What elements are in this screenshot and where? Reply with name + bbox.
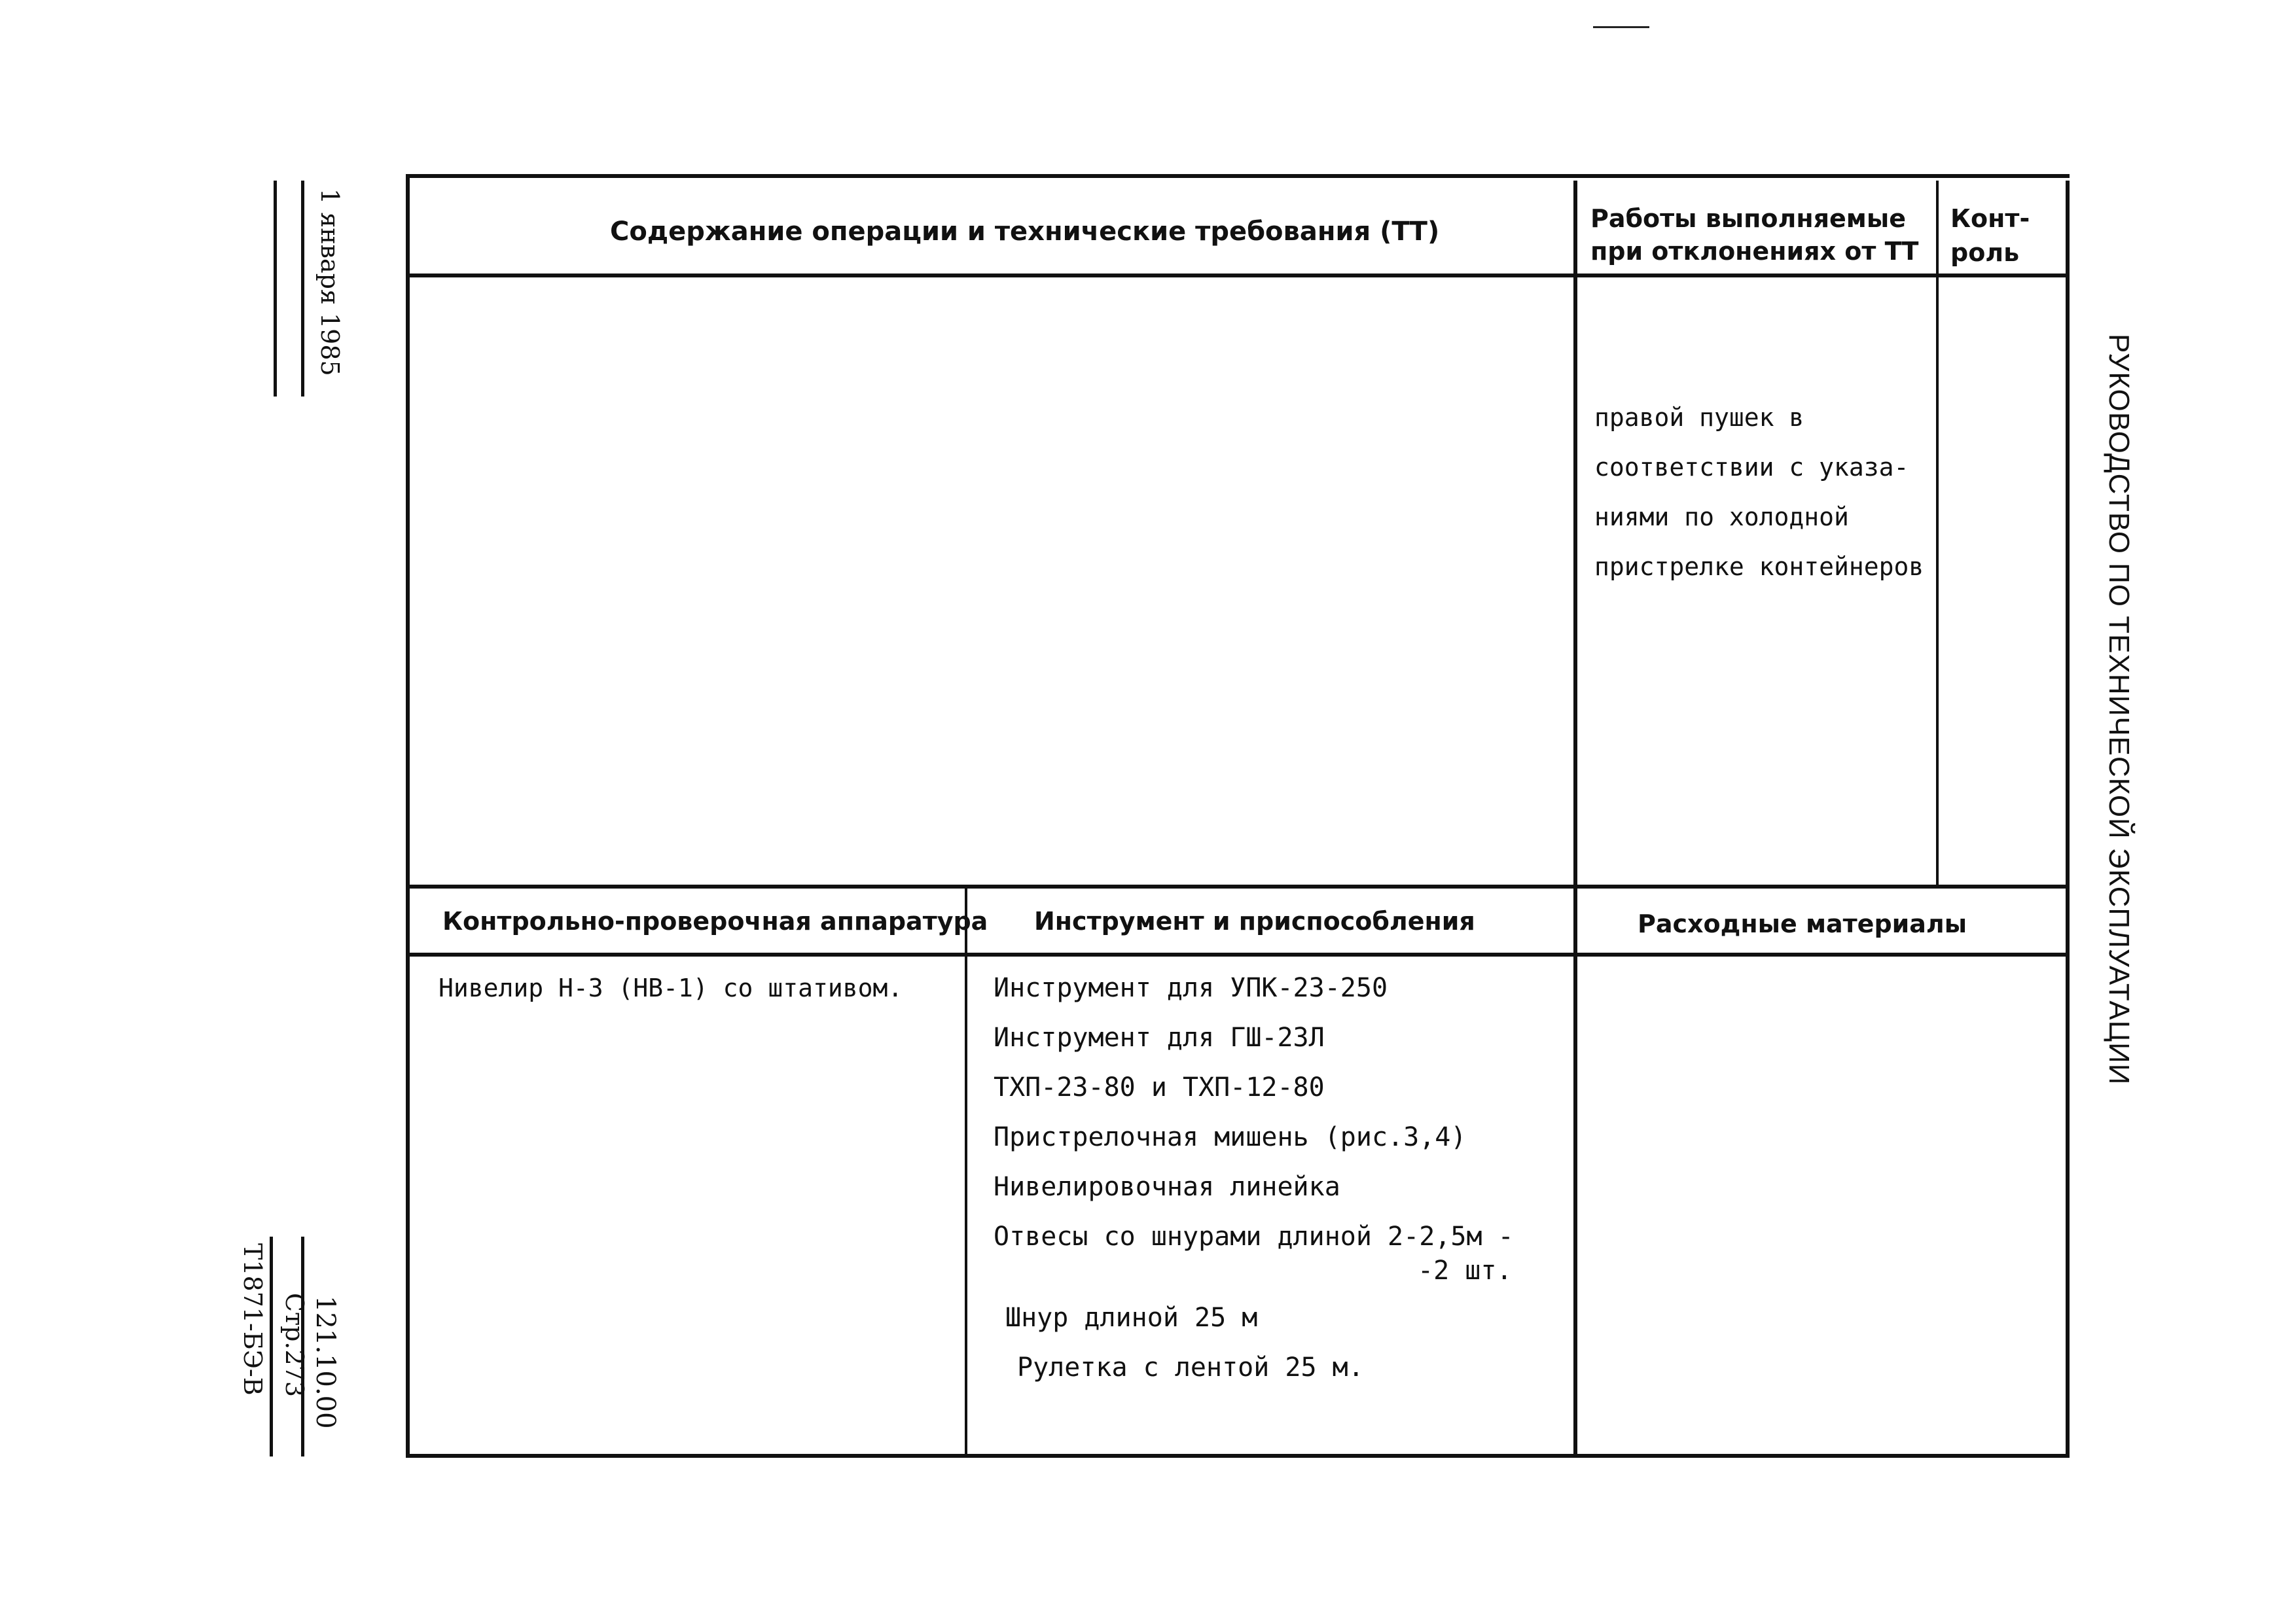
tool-item: Пристрелочная мишень (рис.3,4) [994, 1122, 1467, 1152]
top-dash [1593, 26, 1649, 28]
tool-item: ТХП-23-80 и ТХП-12-80 [994, 1072, 1325, 1103]
date-bar-2 [301, 181, 304, 397]
header-operation: Содержание операции и технические требования (ТТ) [610, 217, 1440, 247]
deviation-line: правой пушек в [1594, 403, 1804, 432]
tool-item: Шнур длиной 25 м [1005, 1303, 1258, 1333]
code-bar-1 [270, 1237, 273, 1456]
tool-item: Рулетка с лентой 25 м. [1017, 1352, 1364, 1383]
divider-apparatus-tools [965, 886, 967, 1454]
header-control-line2: роль [1950, 238, 2020, 267]
tool-item: Инструмент для УПК-23-250 [994, 973, 1388, 1003]
side-page: Стр.273 [280, 1293, 309, 1398]
apparatus-text: Нивелир Н-3 (НВ-1) со штативом. [439, 974, 903, 1002]
tools-list [994, 963, 1514, 1262]
footer-header-tools: Инструмент и приспособления [1034, 907, 1475, 936]
tool-item: Нивелировочная линейка [994, 1172, 1340, 1202]
manual-title: РУКОВОДСТВО ПО ТЕХНИЧЕСКОЙ ЭКСПЛУАТАЦИИ [2103, 334, 2135, 1086]
deviation-line: ниями по холодной [1594, 503, 1849, 531]
deviation-text [1594, 393, 1924, 591]
body-bottom-border [406, 885, 2070, 889]
table-bottom-border [406, 1454, 2070, 1458]
table-right-border [2066, 181, 2070, 1458]
footer-header-materials: Расходные материалы [1638, 909, 1967, 938]
table-top-border [406, 174, 2070, 178]
header-control-line1: Конт- [1950, 204, 2030, 233]
table-left-border [406, 174, 410, 1458]
footer-header-bottom-border [406, 953, 2070, 957]
tool-item-continuation: -2 шт. [1418, 1256, 1513, 1286]
side-doc-number: 121.10.00 [310, 1296, 340, 1429]
deviation-line: соответствии с указа- [1594, 453, 1909, 482]
tool-item: Инструмент для ГШ-23Л [994, 1023, 1325, 1053]
deviation-line: пристрелке контейнеров [1594, 552, 1924, 581]
divider-operation-deviation [1573, 181, 1577, 1458]
footer-header-apparatus: Контрольно-проверочная аппаратура [442, 907, 988, 936]
divider-deviation-control [1936, 181, 1939, 887]
tool-item: Отвесы со шнурами длиной 2-2,5м - [994, 1222, 1514, 1252]
header-deviation-line2: при отклонениях от ТТ [1590, 237, 1919, 266]
header-bottom-border [406, 274, 2070, 277]
header-deviation-line1: Работы выполняемые [1590, 204, 1906, 233]
side-code: Т1871-БЭ-В [238, 1243, 267, 1396]
side-date: 1 января 1985 [315, 188, 344, 376]
date-bar-1 [274, 181, 277, 397]
